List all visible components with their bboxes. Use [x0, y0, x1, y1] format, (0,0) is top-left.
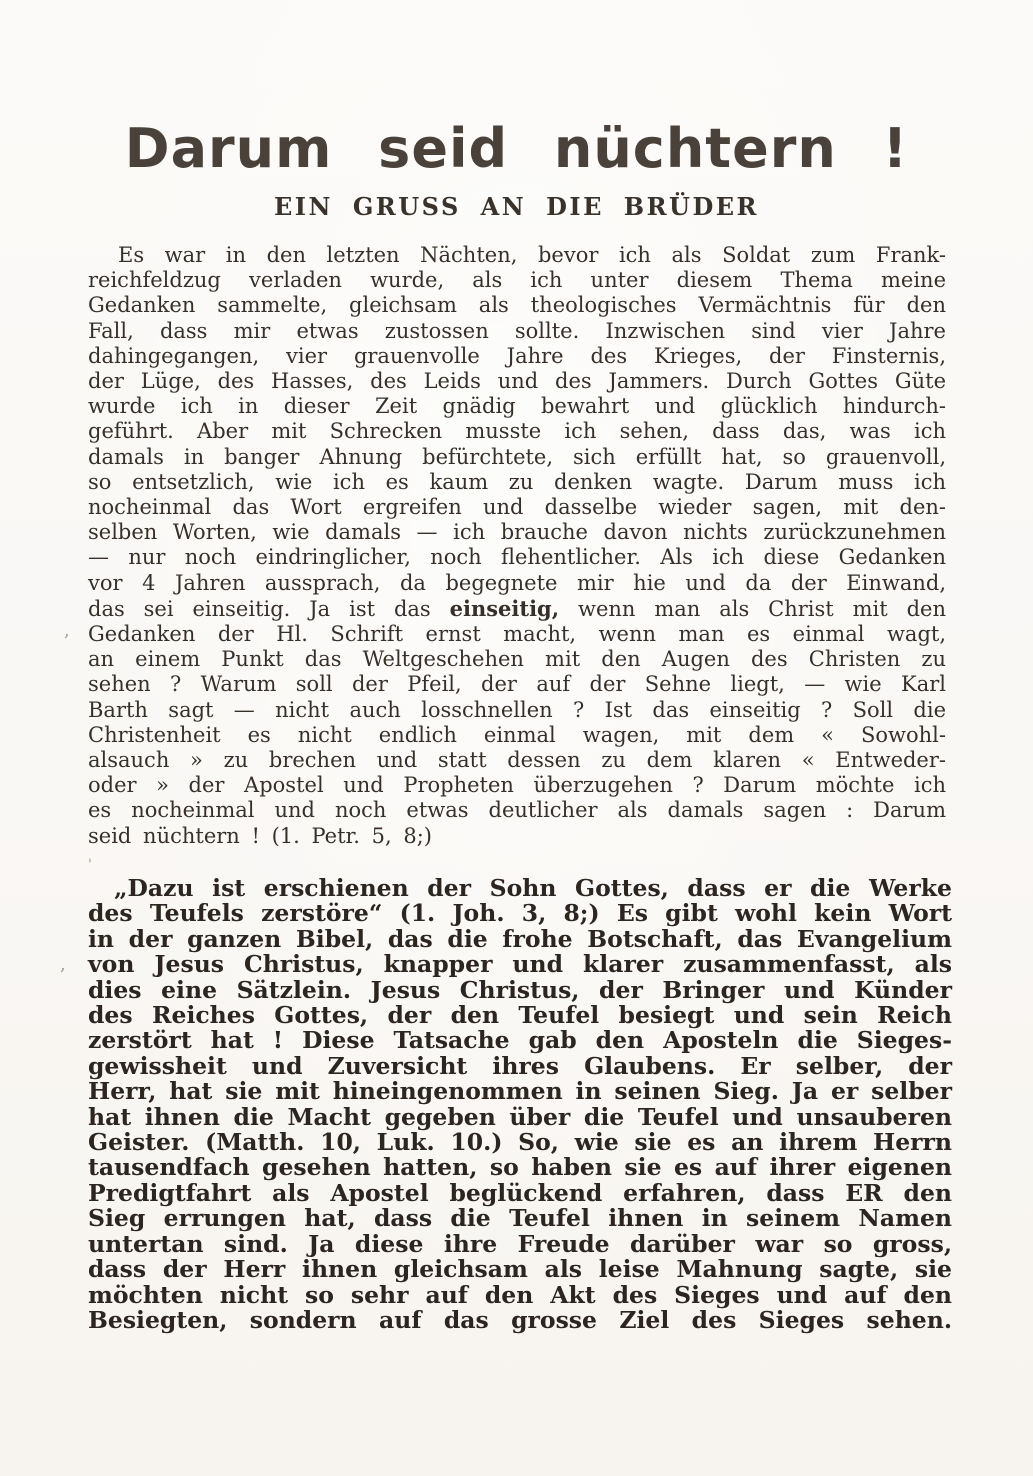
- text-line: dahingegangen, vier grauenvolle Jahre des Krieges, der Finsternis,: [88, 343, 946, 368]
- text-line: wurde ich in dieser Zeit gnädig bewahrt und glücklich hindurch-: [88, 394, 946, 419]
- text-line: Geister. (Matth. 10, Luk. 10.) So, wie sie es an ihrem Herrn: [88, 1128, 952, 1157]
- text-line: dass der Herr ihnen gleichsam als leise Mahnung sagte, sie: [88, 1255, 952, 1284]
- scan-artifact: ,: [60, 954, 66, 975]
- text-segment: das sei einseitig. Ja ist das: [88, 596, 450, 621]
- text-line: Sieg errungen hat, dass die Teufel ihnen in seinem Namen: [88, 1204, 952, 1233]
- page-subtitle: EIN GRUSS AN DIE BRÜDER: [274, 192, 759, 221]
- text-line: Es war in den letzten Nächten, bevor ich als Soldat zum Frank-: [118, 243, 946, 267]
- text-line: von Jesus Christus, knapper und klarer zusammenfasst, als: [88, 950, 952, 979]
- text-line: in der ganzen Bibel, das die frohe Botschaft, das Evangelium: [88, 924, 952, 953]
- scan-artifact: ': [88, 857, 92, 873]
- emphasized-text: einseitig,: [449, 595, 560, 621]
- text-line: vor 4 Jahren aussprach, da begegnete mir hie und da der Einwand,: [88, 570, 946, 595]
- text-line: selben Worten, wie damals — ich brauche davon nichts zurückzunehmen: [88, 520, 946, 545]
- text-line: Christenheit es nicht endlich einmal wagen, mit dem « Sowohl-: [88, 722, 946, 747]
- text-line: Gedanken sammelte, gleichsam als theologisches Vermächtnis für den: [88, 293, 946, 318]
- text-line: zerstört hat ! Diese Tatsache gab den Aposteln die Sieges-: [88, 1026, 952, 1055]
- text-line: oder » der Apostel und Propheten überzugehen ? Darum möchte ich: [88, 773, 946, 798]
- text-line: Gedanken der Hl. Schrift ernst macht, wenn man es einmal wagt,: [88, 622, 946, 647]
- scan-artifact: ,: [64, 620, 70, 641]
- text-line: es nocheinmal und noch etwas deutlicher als damals sagen : Darum: [88, 798, 946, 823]
- paragraph-main: [88, 876, 952, 1333]
- text-line: reichfeldzug verladen wurde, als ich unter diesem Thema meine: [88, 268, 946, 293]
- text-line: damals in banger Ahnung befürchtete, sich erfüllt hat, so grauenvoll,: [88, 444, 946, 469]
- text-line: des Teufels zerstöre“ (1. Joh. 3, 8;) Es gibt wohl kein Wort: [88, 899, 952, 928]
- text-segment: wenn man als Christ mit den: [559, 596, 946, 621]
- text-line: „Dazu ist erschienen der Sohn Gottes, dass er die Werke: [114, 874, 952, 902]
- text-line: so entsetzlich, wie ich es kaum zu denken wagte. Darum muss ich: [88, 469, 946, 494]
- text-line: [88, 596, 946, 622]
- text-line: — nur noch eindringlicher, noch flehentlicher. Als ich diese Gedanken: [88, 545, 946, 570]
- text-line: Barth sagt — nicht auch losschnellen ? Ist das einseitig ? Soll die: [88, 697, 946, 722]
- text-line: möchten nicht so sehr auf den Akt des Sieges und auf den: [88, 1280, 952, 1309]
- text-line: geführt. Aber mit Schrecken musste ich sehen, dass das, was ich: [88, 419, 946, 444]
- text-line: Predigtfahrt als Apostel beglückend erfahren, dass ER den: [88, 1178, 952, 1207]
- page-title: Darum seid nüchtern !: [124, 117, 909, 180]
- text-line: nocheinmal das Wort ergreifen und dasselbe wieder sagen, mit den-: [88, 495, 946, 520]
- text-line: der Lüge, des Hasses, des Leids und des Jammers. Durch Gottes Güte: [88, 369, 946, 394]
- text-line: Fall, dass mir etwas zustossen sollte. Inzwischen sind vier Jahre: [88, 318, 946, 343]
- text-line: tausendfach gesehen hatten, so haben sie es auf ihrer eigenen: [88, 1153, 952, 1182]
- text-line: seid nüchtern ! (1. Petr. 5, 8;): [88, 823, 432, 848]
- text-line: sehen ? Warum soll der Pfeil, der auf der Sehne liegt, — wie Karl: [88, 672, 946, 697]
- text-line: Besiegten, sondern auf das grosse Ziel des Sieges sehen.: [88, 1305, 952, 1334]
- text-line: des Reiches Gottes, der den Teufel besiegt und sein Reich: [88, 1001, 952, 1030]
- text-line: alsauch » zu brechen und statt dessen zu dem klaren « Entweder-: [88, 748, 946, 773]
- text-line: dies eine Sätzlein. Jesus Christus, der Bringer und Künder: [88, 975, 952, 1004]
- paragraph-intro: [88, 243, 946, 849]
- text-line: hat ihnen die Macht gegeben über die Teufel und unsauberen: [88, 1102, 952, 1131]
- text-line: untertan sind. Ja diese ihre Freude darüber war so gross,: [88, 1229, 952, 1258]
- text-line: gewissheit und Zuversicht ihres Glaubens. Er selber, der: [88, 1051, 952, 1080]
- text-line: an einem Punkt das Weltgeschehen mit den Augen des Christen zu: [88, 647, 946, 672]
- text-line: Herr, hat sie mit hineingenommen in seinen Sieg. Ja er selber: [88, 1077, 952, 1106]
